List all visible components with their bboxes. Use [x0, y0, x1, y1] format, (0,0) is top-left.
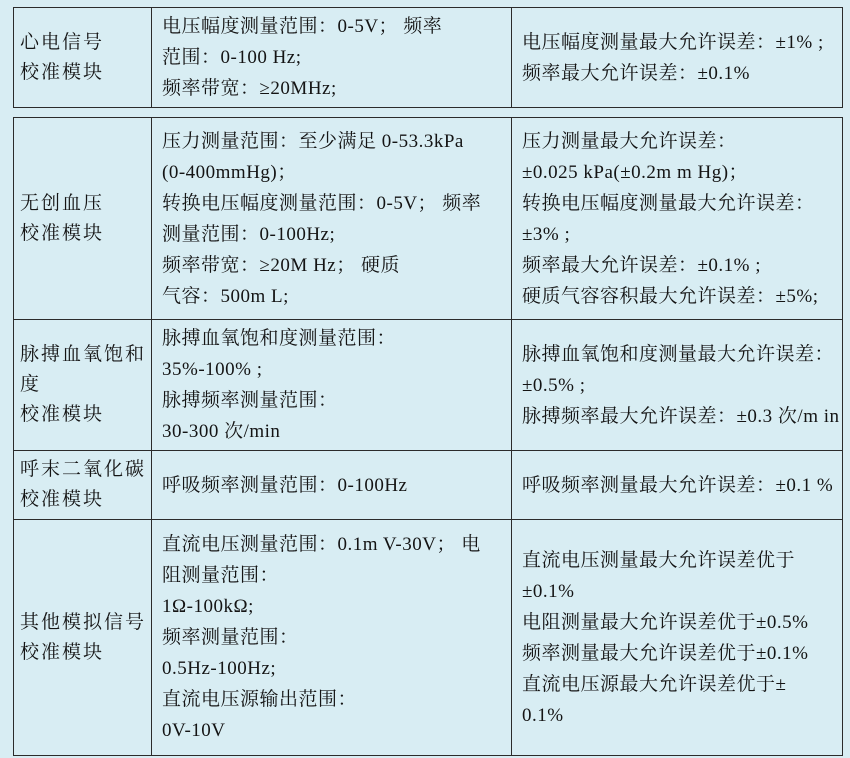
- text-line: 频率带宽：≥20MHz;: [162, 78, 337, 99]
- table-row: [14, 118, 842, 319]
- text-line: ±0.1%: [522, 580, 575, 602]
- text-line: 电阻测量最大允许误差优于±0.5%: [522, 611, 809, 633]
- text-line: ±0.025 kPa(±0.2m m Hg)；: [522, 161, 749, 183]
- table-section-2: [13, 117, 843, 756]
- text-line: 频率测量范围：: [162, 627, 299, 648]
- text-line: 气容：500m L;: [162, 285, 289, 307]
- text-line: 脉搏频率测量范围：: [162, 390, 338, 411]
- text-line: 直流电压测量最大允许误差优于: [522, 549, 796, 571]
- text-line: 心电信号: [20, 31, 105, 53]
- text-line: 脉搏血氧饱和度测量范围：: [162, 328, 397, 349]
- text-line: 其他模拟信号: [20, 611, 147, 633]
- text-line: 电压幅度测量范围：0-5V； 频率: [162, 16, 443, 37]
- text-line: 频率测量最大允许误差优于±0.1%: [522, 642, 809, 664]
- text-line: 呼吸频率测量范围：0-100Hz: [162, 474, 408, 496]
- measurement-range-cell: [151, 520, 511, 755]
- text-line: 呼末二氧化碳: [20, 459, 147, 480]
- max-error-cell: [511, 8, 842, 107]
- text-line: 校准模块: [20, 222, 105, 244]
- table-row: [14, 450, 842, 519]
- module-name-cell: [14, 520, 151, 755]
- text-line: 电压幅度测量最大允许误差：±1% ;: [522, 31, 824, 53]
- text-line: 脉搏血氧饱和: [20, 344, 147, 365]
- text-line: 频率最大允许误差：±0.1%: [522, 62, 751, 84]
- module-name-cell: [14, 8, 151, 107]
- measurement-range-cell: [151, 451, 511, 519]
- text-line: 压力测量范围：至少满足 0-53.3kPa: [162, 130, 464, 152]
- text-line: 直流电压源最大允许误差优于±: [522, 673, 787, 695]
- measurement-range-cell: [151, 8, 511, 107]
- table-section-1: [13, 7, 843, 108]
- max-error-cell: [511, 520, 842, 755]
- text-line: 呼吸频率测量最大允许误差：±0.1 %: [522, 474, 834, 496]
- text-line: 校准模块: [20, 61, 105, 83]
- page-break-gap: [13, 108, 843, 117]
- text-line: (0-400mmHg)；: [162, 161, 297, 183]
- text-line: ±0.5% ;: [522, 374, 586, 396]
- max-error-cell: [511, 118, 842, 319]
- max-error-cell: [511, 451, 842, 519]
- text-line: 测量范围：0-100Hz;: [162, 223, 336, 245]
- text-line: 范围：0-100 Hz;: [162, 47, 302, 68]
- table-row: [14, 519, 842, 755]
- table-row: [14, 8, 842, 107]
- text-line: 校准模块: [20, 641, 105, 663]
- text-line: 直流电压源输出范围：: [162, 689, 358, 710]
- measurement-range-cell: [151, 320, 511, 450]
- text-line: 转换电压幅度测量最大允许误差：: [522, 192, 815, 214]
- text-line: 30-300 次/min: [162, 421, 281, 442]
- module-name-cell: [14, 451, 151, 519]
- table-row: [14, 319, 842, 450]
- text-line: 1Ω-100kΩ;: [162, 596, 254, 617]
- text-line: 35%-100% ;: [162, 359, 263, 380]
- text-line: 转换电压幅度测量范围：0-5V； 频率: [162, 192, 482, 214]
- text-line: 频率最大允许误差：±0.1% ;: [522, 254, 762, 276]
- text-line: 频率带宽：≥20M Hz； 硬质: [162, 254, 400, 276]
- module-name-cell: [14, 320, 151, 450]
- text-line: 压力测量最大允许误差：: [522, 130, 737, 152]
- module-name-cell: [14, 118, 151, 319]
- text-line: 0V-10V: [162, 720, 226, 741]
- text-line: 度: [20, 374, 42, 395]
- text-line: 0.5Hz-100Hz;: [162, 658, 277, 679]
- text-line: 0.1%: [522, 704, 564, 726]
- max-error-cell: [511, 320, 842, 450]
- text-line: 校准模块: [20, 489, 105, 510]
- text-line: 阻测量范围：: [162, 565, 280, 586]
- text-line: 脉搏血氧饱和度测量最大允许误差：: [522, 343, 835, 365]
- text-line: 直流电压测量范围：0.1m V-30V； 电: [162, 534, 481, 555]
- text-line: ±3% ;: [522, 223, 571, 245]
- measurement-range-cell: [151, 118, 511, 319]
- text-line: 无创血压: [20, 192, 105, 214]
- text-line: 脉搏频率最大允许误差：±0.3 次/m in: [522, 405, 840, 427]
- text-line: 校准模块: [20, 404, 105, 425]
- text-line: 硬质气容容积最大允许误差：±5%;: [522, 285, 819, 307]
